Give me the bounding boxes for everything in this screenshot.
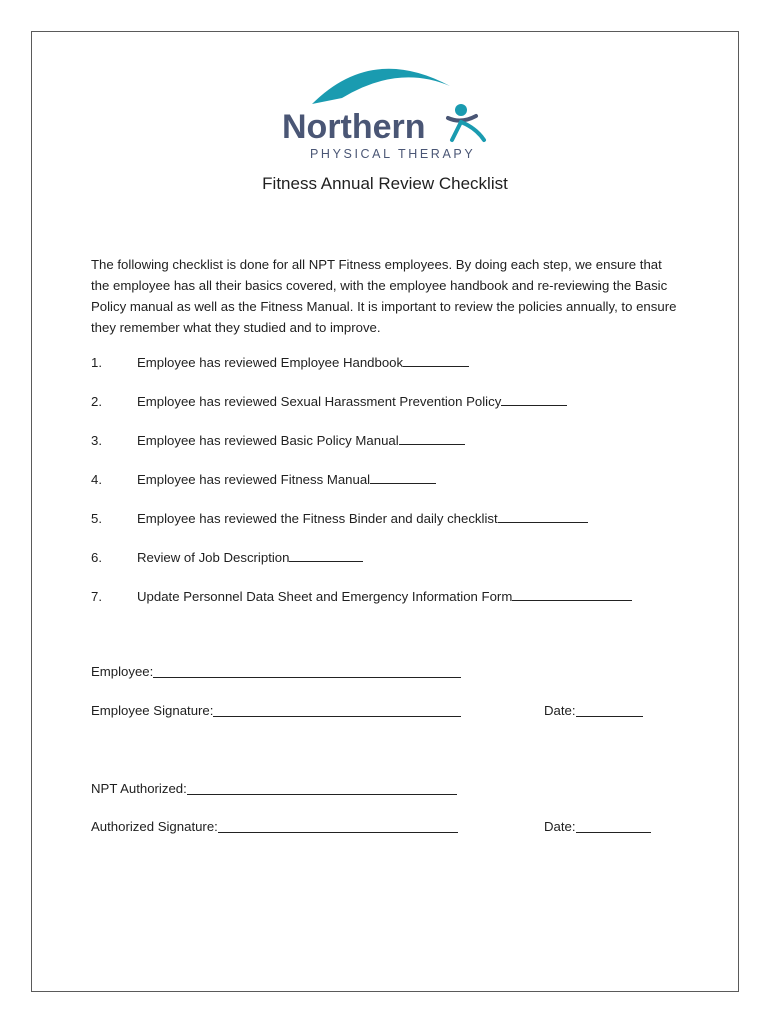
employee-signature-field[interactable] bbox=[213, 703, 461, 717]
item-number: 4. bbox=[91, 472, 102, 487]
item-blank-line[interactable] bbox=[512, 587, 632, 601]
item-text: Review of Job Description bbox=[137, 550, 290, 565]
northern-physical-therapy-logo bbox=[280, 58, 492, 164]
item-number: 1. bbox=[91, 355, 102, 370]
logo-wordmark: Northern bbox=[282, 108, 426, 146]
intro-paragraph: The following checklist is done for all NPT Fitness employees. By doing each step, we ensure that the employee has all their basics covered, with the employee handbook and re-reviewing the Basic Policy manual as well as the Fitness Manual. It is important to review the policies annually, to ensure they remember what they studied and to improve. bbox=[91, 257, 677, 335]
item-number: 6. bbox=[91, 550, 102, 565]
employee-signature-label: Employee Signature: bbox=[91, 703, 214, 718]
item-number: 5. bbox=[91, 511, 102, 526]
item-text: Employee has reviewed Basic Policy Manual bbox=[137, 433, 399, 448]
authorized-date-row bbox=[544, 819, 651, 834]
authorized-signature-label: Authorized Signature: bbox=[91, 819, 218, 834]
employee-date-field[interactable] bbox=[576, 703, 643, 717]
employee-name-field[interactable] bbox=[153, 664, 461, 678]
item-number: 7. bbox=[91, 589, 102, 604]
employee-date-row bbox=[544, 703, 643, 718]
item-number: 2. bbox=[91, 394, 102, 409]
checklist-item-2 bbox=[91, 392, 632, 431]
authorized-signature-row bbox=[91, 819, 458, 834]
logo-tagline: PHYSICAL THERAPY bbox=[310, 147, 476, 161]
checklist-item-4 bbox=[91, 470, 632, 509]
checklist-item-7 bbox=[91, 587, 632, 626]
authorized-date-field[interactable] bbox=[576, 819, 651, 833]
document-page bbox=[31, 31, 739, 992]
item-text: Employee has reviewed the Fitness Binder and daily checklist bbox=[137, 511, 498, 526]
checklist bbox=[91, 353, 632, 626]
item-text: Update Personnel Data Sheet and Emergency Information Form bbox=[137, 589, 513, 604]
item-number: 3. bbox=[91, 433, 102, 448]
employee-name-row bbox=[91, 664, 461, 679]
npt-authorized-row bbox=[91, 781, 457, 796]
checklist-item-5 bbox=[91, 509, 632, 548]
item-blank-line[interactable] bbox=[370, 470, 436, 484]
employee-date-label: Date: bbox=[544, 703, 576, 718]
item-blank-line[interactable] bbox=[399, 431, 465, 445]
item-blank-line[interactable] bbox=[498, 509, 588, 523]
authorized-date-label: Date: bbox=[544, 819, 576, 834]
employee-signature-row bbox=[91, 703, 461, 718]
document-title: Fitness Annual Review Checklist bbox=[262, 174, 508, 193]
authorized-signature-field[interactable] bbox=[218, 819, 458, 833]
npt-authorized-label: NPT Authorized: bbox=[91, 781, 187, 796]
checklist-item-3 bbox=[91, 431, 632, 470]
item-blank-line[interactable] bbox=[501, 392, 567, 406]
item-blank-line[interactable] bbox=[289, 548, 363, 562]
checklist-item-6 bbox=[91, 548, 632, 587]
item-text: Employee has reviewed Fitness Manual bbox=[137, 472, 371, 487]
item-text: Employee has reviewed Employee Handbook bbox=[137, 355, 404, 370]
item-text: Employee has reviewed Sexual Harassment Prevention Policy bbox=[137, 394, 502, 409]
employee-label: Employee: bbox=[91, 664, 154, 679]
checklist-item-1 bbox=[91, 353, 632, 392]
npt-authorized-field[interactable] bbox=[187, 781, 457, 795]
item-blank-line[interactable] bbox=[403, 353, 469, 367]
